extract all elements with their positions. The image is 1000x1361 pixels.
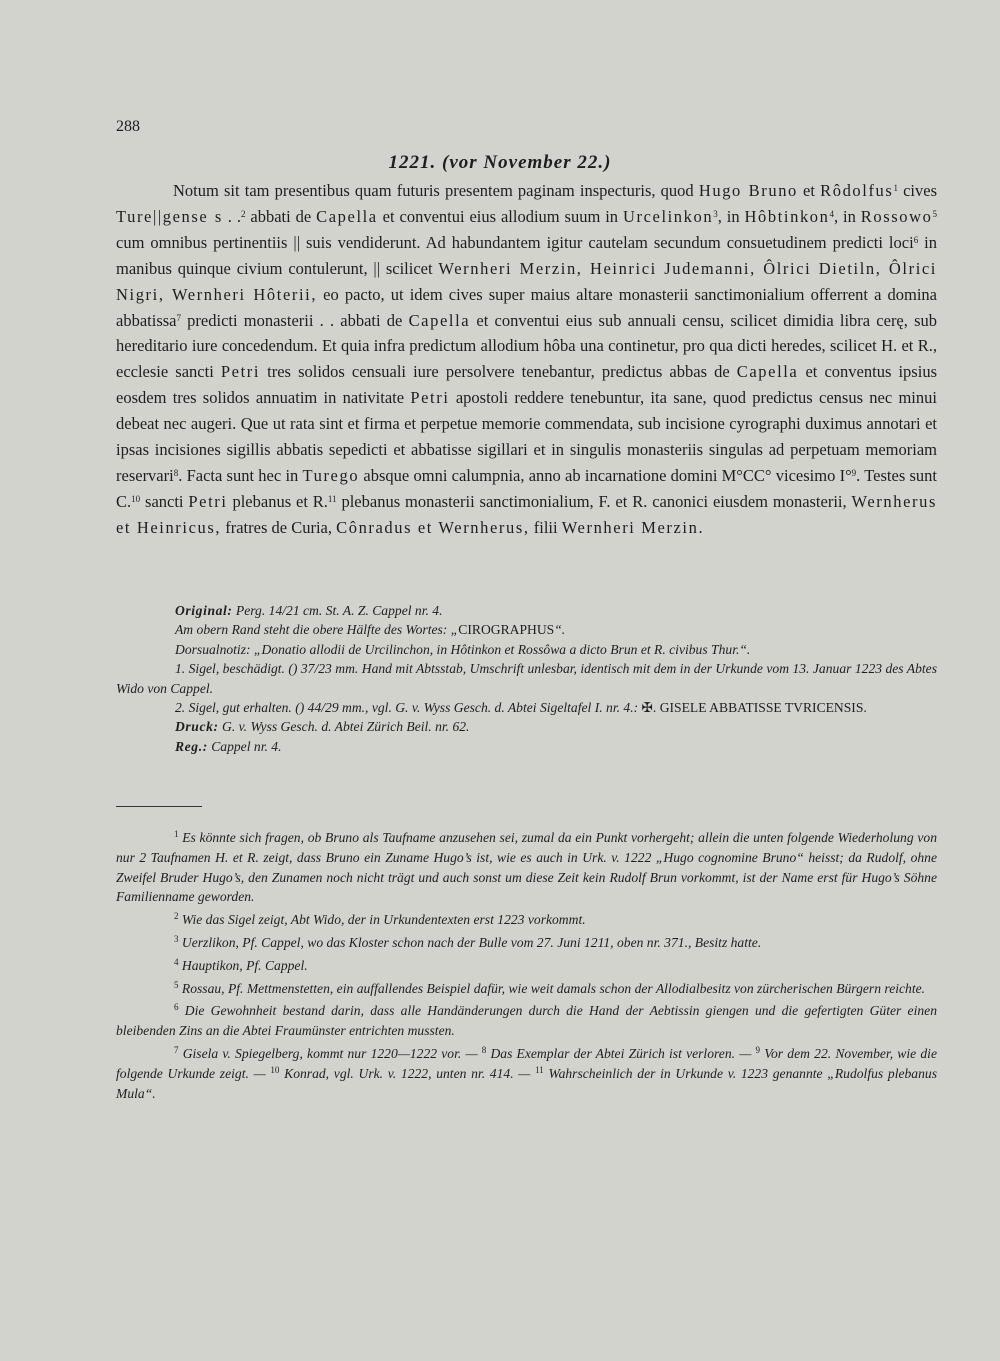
document-title: 1221. (vor November 22.) <box>388 152 612 173</box>
text-run: cives <box>897 181 937 200</box>
text-run: filii <box>529 517 562 537</box>
footnote <box>116 1044 937 1103</box>
text-run: et conventui eius sub annuali censu, scilicet dimidia libra cerę, sub hereditario iure concedendum. Et quia infra predictum allodium hôba una continetur, pro qua dicti heredes, scilicet H. et R., ecclesie sancti <box>116 310 938 382</box>
footnote <box>116 1001 937 1041</box>
witness-names: Wernheri Merzin. <box>561 517 705 537</box>
place-capella: Capella <box>316 206 378 226</box>
text-run: eo pacto, ut idem cives super maius altare monasterii sanctimonialium offerrent a domina abbatissa <box>116 284 938 330</box>
footnotes <box>116 828 937 1106</box>
note-upper-margin <box>116 620 937 639</box>
text-run: sancti <box>140 491 189 511</box>
text-run: et conventui eius allodium suum in <box>377 206 623 226</box>
footnote <box>116 828 937 907</box>
note-text: Dorsualnotiz: „Donatio allodii de Urcilinchon, in Hôtinkon et Rossôwa a dicto Brun et R. civibus Thur.“. <box>175 641 751 657</box>
footnote-ref: 7 <box>176 312 181 323</box>
footnote-text: Wie das Sigel zeigt, Abt Wido, der in Urkundentexten erst 1223 vorkommt. <box>178 912 586 928</box>
note-seal-1 <box>116 659 937 698</box>
text-run: . Facta sunt hec in <box>178 465 303 485</box>
note-label: Reg.: <box>175 738 208 754</box>
name-hugo-bruno: Hugo Bruno <box>698 181 798 200</box>
footnote-ref: 11 <box>327 493 337 504</box>
footnote-mark: 6 <box>174 1002 179 1013</box>
footnote-text: Uerzlikon, Pf. Cappel, wo das Kloster schon nach der Bulle vom 27. Juni 1211, oben nr. 371., Besitz hatte. <box>178 934 762 950</box>
note-text: G. v. Wyss Gesch. d. Abtei Zürich Beil. nr. 62. <box>218 719 470 735</box>
text-run: tres solidos censuali iure persolvere tenebantur, predictus abbas de <box>260 362 737 382</box>
footnote-mark: 8 <box>481 1044 487 1055</box>
page-number: 288 <box>116 118 140 135</box>
text-run: fratres de Curia, <box>221 517 337 537</box>
footnote-divider <box>116 806 202 807</box>
note-dorsual <box>116 640 937 659</box>
name-petri: Petri <box>410 388 450 408</box>
footnote-mark: 5 <box>174 979 179 990</box>
witness-names: Cônradus et Wernherus, <box>336 517 530 537</box>
note-text: “. <box>554 622 566 638</box>
footnote <box>116 933 937 953</box>
footnote-text: Die Gewohnheit bestand darin, dass alle Handänderungen durch die Hand der Aebtissin giengen und die gefertigten Güter einen bleibenden Zins an die Abtei Fraumünster entrichten mussten. <box>116 1003 937 1039</box>
footnote-mark: 10 <box>270 1064 280 1075</box>
text-run: cum omnibus pertinentiis || suis vendiderunt. Ad habundantem igitur cautelam secundum consuetudinem predicti loci <box>116 232 914 252</box>
footnote-mark: 11 <box>535 1064 544 1075</box>
footnote-mark: 7 <box>174 1044 179 1055</box>
footnote-ref: 5 <box>932 208 938 219</box>
footnote-text: Vor dem 22. November, wie die folgende Urkunde zeigt. — <box>116 1045 937 1081</box>
note-label: Original: <box>175 603 233 618</box>
text-run: . Testes sunt C. <box>116 465 937 511</box>
name-rodolfus: Rôdolfus <box>820 181 894 200</box>
text-run: abbati de <box>245 206 317 226</box>
text-run: et conventus ipsius eosdem tres solidos annuatim in nativitate <box>116 362 937 408</box>
text-run: apostoli reddere tenebuntur, ita sane, quod predictus census nec minui debeat nec augeri. Que ut rata sint et firma et perpetue memorie commendata, sub incisione cyrographi duximus annotari et ipsas incisiones sigillis abbatis sepedicti et abbatisse sigillari et in singulis monasteriis singulas ad perpetuam memoriam reservari <box>116 388 937 485</box>
footnote-text: Wahrscheinlich der in Urkunde v. 1223 genannte „Rudolfus plebanus Mula“. <box>116 1065 937 1101</box>
note-text: Perg. 14/21 cm. St. A. Z. Cappel nr. 4. <box>232 603 443 618</box>
note-text: 1. Sigel, beschädigt. () 37/23 mm. Hand mit Abtsstab, Umschrift unlesbar, identisch mit dem in der Urkunde vom 13. Januar 1223 des Abtes Wido von Cappel. <box>116 661 937 696</box>
footnote-ref: 2 <box>240 208 246 219</box>
text-run: predicti monasterii . . abbati de <box>180 310 409 330</box>
seal-legend: ✠. GISELE ABBATISSE TVRICENSIS. <box>641 700 867 716</box>
text-run: . . <box>222 206 241 226</box>
footnote-ref: 4 <box>829 208 834 219</box>
footnote-text: Gisela v. Spiegelberg, kommt nur 1220—1222 vor. — <box>178 1045 482 1061</box>
place-hobtinkon: Hôbtinkon <box>744 206 830 226</box>
note-text: Am obern Rand steht die obere Hälfte des Wortes: „ <box>175 622 459 638</box>
place-urcelinkon: Urcelinkon <box>622 206 714 226</box>
place-turego: Turego <box>302 465 360 485</box>
note-text: 2. Sigel, gut erhalten. () 44/29 mm., vgl. G. v. Wyss Gesch. d. Abtei Sigeltafel I. nr. 4.: <box>175 700 642 716</box>
footnote-ref: 8 <box>173 467 179 478</box>
note-text: Cappel nr. 4. <box>207 738 282 754</box>
note-label: Druck: <box>175 719 219 735</box>
footnote-mark: 9 <box>755 1044 761 1055</box>
footnote-mark: 3 <box>174 933 179 944</box>
text-run: , in <box>834 206 861 226</box>
text-run: plebanus et R. <box>227 491 328 511</box>
footnote-text: Konrad, vgl. Urk. v. 1222, unten nr. 414. — <box>279 1065 536 1081</box>
note-original <box>116 601 937 620</box>
footnote-text: Rossau, Pf. Mettmenstetten, ein auffallendes Beispiel dafür, wie weit damals schon der Allodialbesitz von zürcherischen Bürgern reichte. <box>178 980 926 996</box>
place-rossowo: Rossowo <box>860 206 933 226</box>
footnote-text: Es könnte sich fragen, ob Bruno als Taufname anzusehen sei, zumal da ein Punkt vorhergeht; allein die unten folgende Wiederholung von nur 2 Taufnamen H. et R. zeigt, dass Bruno ein Zuname Hugo’s ist, wie es auch in Urk. v. 1222 „Hugo cognomine Bruno“ heisst; da Rudolf, ohne Zweifel Bruder Hugo’s, den Zunamen noch nicht trägt und auch sonst um diese Zeit kein Rudolf Brun vorkommt, ist der Name erst für Hugo’s Söhne Familienname geworden. <box>116 830 937 905</box>
footnote <box>116 979 937 999</box>
footnote-mark: 2 <box>174 911 179 922</box>
witness-names: Wernheri Merzin, Heinrici Judemanni, Ôlrici Dietiln, Ôlrici Nigri, Wernheri Hôterii, <box>116 258 937 304</box>
footnote-ref: 3 <box>713 208 718 219</box>
footnote-text: Das Exemplar der Abtei Zürich ist verloren. — <box>486 1045 756 1061</box>
note-word: CIROGRAPHUS <box>458 622 555 638</box>
footnote <box>116 910 937 930</box>
place-capella: Capella <box>408 310 471 330</box>
note-regest <box>116 737 937 756</box>
text-run: absque omni calumpnia, anno ab incarnatione domini M°CC° vicesimo I° <box>359 465 852 485</box>
footnote-ref: 9 <box>851 467 857 478</box>
witness-names: Wernherus et Heinricus, <box>116 491 937 537</box>
place-turegenses: Ture||gense s <box>116 206 223 226</box>
note-print <box>116 717 937 736</box>
charter-text <box>116 178 937 541</box>
name-petri: Petri <box>188 491 228 511</box>
text-run: Notum sit tam presentibus quam futuris presentem paginam inspecturis, quod <box>173 181 699 200</box>
footnote-ref: 10 <box>131 493 141 504</box>
editorial-notes <box>116 601 937 756</box>
charter-paragraph <box>116 178 937 541</box>
text-run: , in <box>717 206 745 226</box>
text-run: in manibus quinque civium contulerunt, || scilicet <box>116 232 937 278</box>
text-run: et <box>797 181 821 200</box>
place-capella: Capella <box>736 362 799 382</box>
text-run: plebanus monasterii sanctimonialium, F. et R. canonici eiusdem monasterii, <box>336 491 852 511</box>
name-petri: Petri <box>220 362 261 382</box>
footnote-ref: 1 <box>893 183 898 193</box>
footnote-text: Hauptikon, Pf. Cappel. <box>178 957 308 973</box>
footnote-ref: 6 <box>913 234 919 245</box>
footnote <box>116 956 937 976</box>
footnote-mark: 1 <box>174 829 179 839</box>
note-seal-2 <box>116 698 937 717</box>
footnote-mark: 4 <box>174 956 179 967</box>
